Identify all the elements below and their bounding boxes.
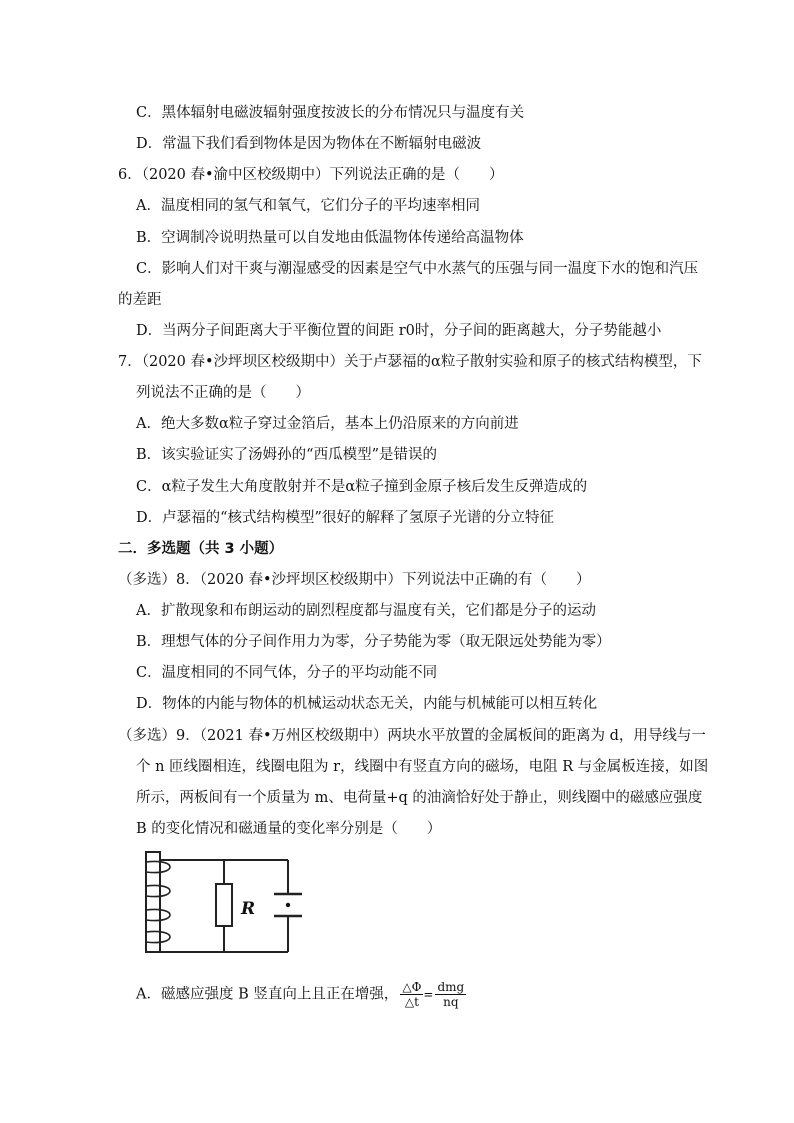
oil-drop	[286, 903, 290, 907]
q7-option-a: A．绝大多数α粒子穿过金箔后，基本上仍沿原来的方向前进	[136, 416, 519, 432]
q6-option-b: B．空调制冷说明热量可以自发地由低温物体传递给高温物体	[136, 230, 524, 246]
q6-option-d: D．当两分子间距离大于平衡位置的间距 r0时，分子间的距离越大，分子势能越小	[136, 323, 662, 339]
section-title: 二．多选题（共 3 小题）	[118, 541, 284, 557]
q9-option-a: A．磁感应强度 B 竖直向上且正在增强， $\frac{\triangle\Phi}{\triangle t}$ = $\frac{\text{dmg}}{nq}$	[136, 980, 465, 1009]
resistor	[216, 884, 232, 926]
q6-option-c-line1: C．影响人们对干爽与潮湿感受的因素是空气中水蒸气的压强与同一温度下水的饱和汽压	[136, 261, 699, 277]
q9-stem-line1: （多选）9．（2021 春•万州区校级期中）两块水平放置的金属板间的距离为 d，用导线与一	[118, 728, 706, 744]
q7-option-c: C．α粒子发生大角度散射并不是α粒子撞到金原子核后发生反弹造成的	[136, 479, 588, 495]
q8-option-d: D．物体的内能与物体的机械运动状态无关，内能与机械能可以相互转化	[136, 696, 598, 712]
resistor-label: R	[241, 899, 256, 919]
q8-option-c: C．温度相同的不同气体，分子的平均动能不同	[136, 665, 438, 681]
q5-option-c: C．黑体辐射电磁波辐射强度按波长的分布情况只与温度有关	[136, 105, 525, 121]
q5-option-d: D．常温下我们看到物体是因为物体在不断辐射电磁波	[136, 136, 482, 152]
coil-core	[146, 852, 160, 952]
result-fraction: $\frac{\text{dmg}}{nq}$	[437, 980, 465, 1009]
q7-stem-line2: 列说法不正确的是（ ）	[136, 385, 310, 401]
q9-stem-line3: 所示，两板间有一个质量为 m、电荷量+q 的油滴恰好处于静止，则线圈中的磁感应强度	[136, 790, 703, 806]
q6-option-c-line2: 的差距	[118, 292, 162, 308]
q6-option-a: A．温度相同的氢气和氧气，它们分子的平均速率相同	[136, 198, 480, 214]
q7-stem-line1: 7．（2020 春•沙坪坝区校级期中）关于卢瑟福的α粒子散射实验和原子的核式结构模型，下	[118, 354, 702, 370]
q8-option-a: A．扩散现象和布朗运动的剧烈程度都与温度有关，它们都是分子的运动	[136, 603, 596, 619]
q9-stem-line2: 个 n 匝线圈相连，线圈电阻为 r，线圈中有竖直方向的磁场，电阻 R 与金属板连接，如图	[136, 759, 709, 775]
coil-circuit-diagram	[138, 846, 306, 958]
q7-option-d: D．卢瑟福的“核式结构模型”很好的解释了氢原子光谱的分立特征	[136, 510, 554, 526]
q8-stem: （多选）8．（2020 春•沙坪坝区校级期中）下列说法中正确的有（ ）	[118, 572, 591, 588]
flux-rate-fraction: $\frac{\triangle\Phi}{\triangle t}$	[402, 980, 422, 1009]
q7-option-b: B．该实验证实了汤姆孙的“西瓜模型”是错误的	[136, 447, 437, 463]
coil-windings	[146, 861, 170, 942]
q8-option-b: B．理想气体的分子间作用力为零，分子势能为零（取无限远处势能为零）	[136, 634, 611, 650]
q6-stem: 6．（2020 春•渝中区校级期中）下列说法正确的是（ ）	[118, 167, 504, 183]
q9-option-a-text: A．磁感应强度 B 竖直向上且正在增强，	[136, 986, 399, 1003]
q9-stem-line4: B 的变化情况和磁通量的变化率分别是（ ）	[136, 821, 442, 837]
